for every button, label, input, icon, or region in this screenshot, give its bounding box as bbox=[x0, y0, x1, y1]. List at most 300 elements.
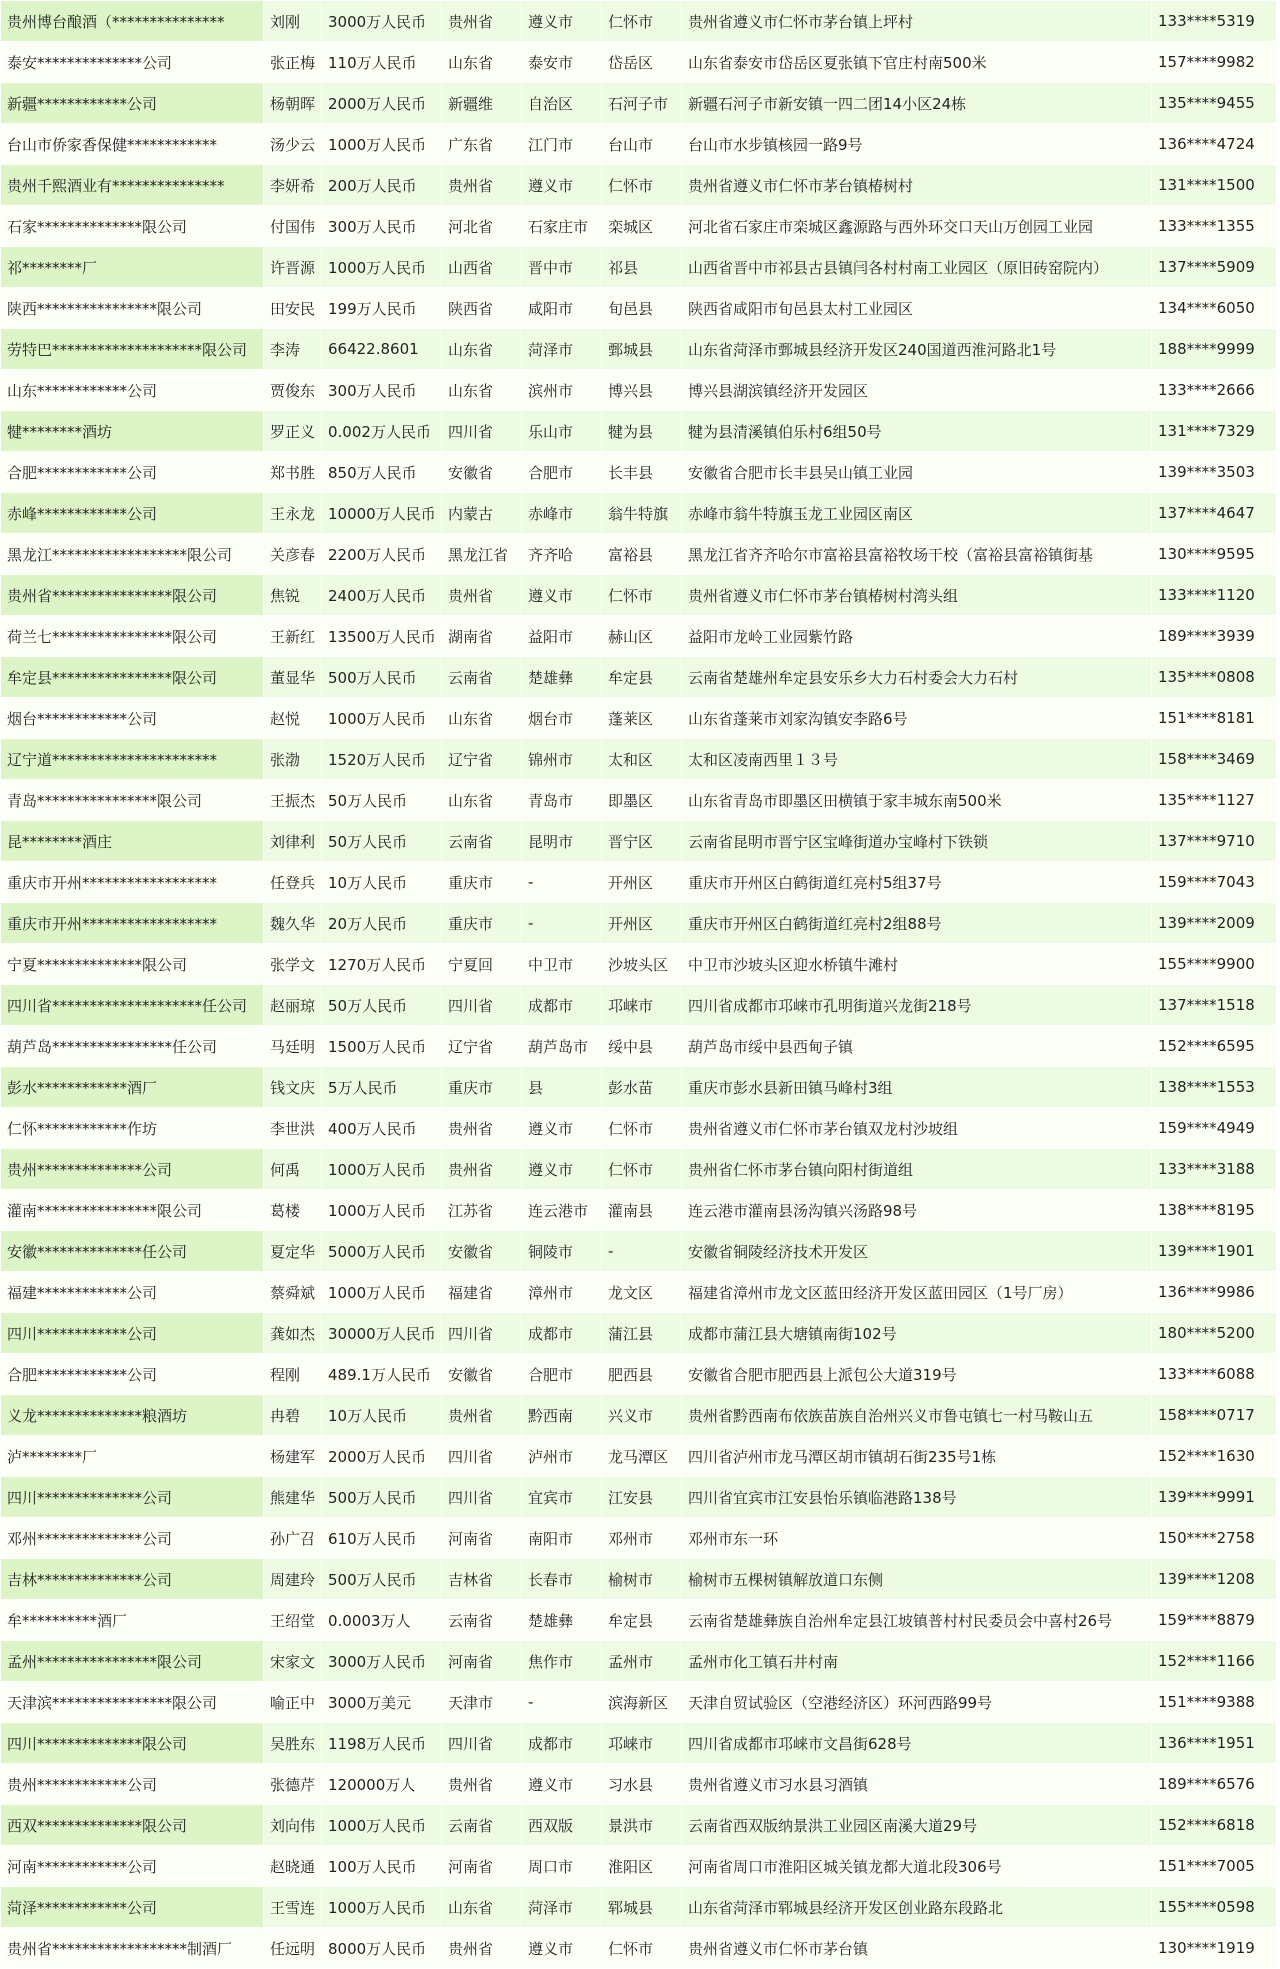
city-cell: 遵义市 bbox=[522, 1, 602, 42]
company-name-cell: 贵州博台酿酒（*************** bbox=[1, 1, 264, 42]
company-name-cell: 河南************公司 bbox=[1, 1846, 264, 1887]
province-cell: 四川省 bbox=[442, 411, 522, 452]
district-cell: 龙文区 bbox=[602, 1272, 682, 1313]
city-cell: 铜陵市 bbox=[522, 1231, 602, 1272]
city-cell: 滨州市 bbox=[522, 370, 602, 411]
province-cell: 四川省 bbox=[442, 1313, 522, 1354]
table-row bbox=[1, 1231, 1277, 1272]
province-cell: 云南省 bbox=[442, 821, 522, 862]
registered-capital-cell: 3000万人民币 bbox=[322, 1641, 442, 1682]
phone-cell: 134****6050 bbox=[1152, 288, 1277, 329]
address-cell: 山东省青岛市即墨区田横镇于家丰城东南500米 bbox=[682, 780, 1152, 821]
address-cell: 益阳市龙岭工业园紫竹路 bbox=[682, 616, 1152, 657]
address-cell: 河南省周口市淮阳区城关镇龙都大道北段306号 bbox=[682, 1846, 1152, 1887]
city-cell: 西双版 bbox=[522, 1805, 602, 1846]
legal-rep-cell: 宋家文 bbox=[264, 1641, 322, 1682]
district-cell: 犍为县 bbox=[602, 411, 682, 452]
legal-rep-cell: 李涛 bbox=[264, 329, 322, 370]
phone-cell: 133****2666 bbox=[1152, 370, 1277, 411]
legal-rep-cell: 郑书胜 bbox=[264, 452, 322, 493]
phone-cell: 150****2758 bbox=[1152, 1518, 1277, 1559]
company-name-cell: 贵州************公司 bbox=[1, 1764, 264, 1805]
table-row bbox=[1, 1846, 1277, 1887]
district-cell: 滨海新区 bbox=[602, 1682, 682, 1723]
phone-cell: 157****9982 bbox=[1152, 42, 1277, 83]
company-name-cell: 陕西****************限公司 bbox=[1, 288, 264, 329]
table-row bbox=[1, 1723, 1277, 1764]
table-row bbox=[1, 329, 1277, 370]
phone-cell: 180****5200 bbox=[1152, 1313, 1277, 1354]
phone-cell: 151****8181 bbox=[1152, 698, 1277, 739]
legal-rep-cell: 关彦春 bbox=[264, 534, 322, 575]
phone-cell: 131****7329 bbox=[1152, 411, 1277, 452]
registered-capital-cell: 120000万人 bbox=[322, 1764, 442, 1805]
registered-capital-cell: 5000万人民币 bbox=[322, 1231, 442, 1272]
province-cell: 山东省 bbox=[442, 329, 522, 370]
address-cell: 天津自贸试验区（空港经济区）环河西路99号 bbox=[682, 1682, 1152, 1723]
address-cell: 贵州省遵义市仁怀市茅台镇双龙村沙坡组 bbox=[682, 1108, 1152, 1149]
province-cell: 福建省 bbox=[442, 1272, 522, 1313]
legal-rep-cell: 张德芹 bbox=[264, 1764, 322, 1805]
district-cell: 仁怀市 bbox=[602, 1, 682, 42]
table-row bbox=[1, 821, 1277, 862]
district-cell: 开州区 bbox=[602, 903, 682, 944]
company-name-cell: 四川************公司 bbox=[1, 1313, 264, 1354]
legal-rep-cell: 钱文庆 bbox=[264, 1067, 322, 1108]
table-row bbox=[1, 1764, 1277, 1805]
address-cell: 中卫市沙坡头区迎水桥镇牛滩村 bbox=[682, 944, 1152, 985]
phone-cell: 135****0808 bbox=[1152, 657, 1277, 698]
address-cell: 四川省泸州市龙马潭区胡市镇胡石街235号1栋 bbox=[682, 1436, 1152, 1477]
phone-cell: 133****6088 bbox=[1152, 1354, 1277, 1395]
province-cell: 辽宁省 bbox=[442, 1026, 522, 1067]
district-cell: 景洪市 bbox=[602, 1805, 682, 1846]
city-cell: 连云港市 bbox=[522, 1190, 602, 1231]
district-cell: 仁怀市 bbox=[602, 1108, 682, 1149]
city-cell: 中卫市 bbox=[522, 944, 602, 985]
registered-capital-cell: 50万人民币 bbox=[322, 821, 442, 862]
phone-cell: 133****5319 bbox=[1152, 1, 1277, 42]
district-cell: 绥中县 bbox=[602, 1026, 682, 1067]
registered-capital-cell: 50万人民币 bbox=[322, 780, 442, 821]
table-row bbox=[1, 1067, 1277, 1108]
district-cell: 即墨区 bbox=[602, 780, 682, 821]
registered-capital-cell: 850万人民币 bbox=[322, 452, 442, 493]
phone-cell: 158****0717 bbox=[1152, 1395, 1277, 1436]
table-row bbox=[1, 288, 1277, 329]
address-cell: 云南省楚雄彝族自治州牟定县江坡镇普村村民委员会中喜村26号 bbox=[682, 1600, 1152, 1641]
phone-cell: 131****1500 bbox=[1152, 165, 1277, 206]
city-cell: 晋中市 bbox=[522, 247, 602, 288]
phone-cell: 152****1630 bbox=[1152, 1436, 1277, 1477]
city-cell: 楚雄彝 bbox=[522, 1600, 602, 1641]
province-cell: 河北省 bbox=[442, 206, 522, 247]
table-row bbox=[1, 206, 1277, 247]
province-cell: 云南省 bbox=[442, 1805, 522, 1846]
district-cell: 榆树市 bbox=[602, 1559, 682, 1600]
company-name-cell: 四川省********************任公司 bbox=[1, 985, 264, 1026]
table-row bbox=[1, 739, 1277, 780]
company-name-cell: 仁怀************作坊 bbox=[1, 1108, 264, 1149]
registered-capital-cell: 300万人民币 bbox=[322, 370, 442, 411]
city-cell: 遵义市 bbox=[522, 165, 602, 206]
province-cell: 四川省 bbox=[442, 1477, 522, 1518]
city-cell: 烟台市 bbox=[522, 698, 602, 739]
phone-cell: 151****7005 bbox=[1152, 1846, 1277, 1887]
province-cell: 四川省 bbox=[442, 985, 522, 1026]
address-cell: 山东省菏泽市郓城县经济开发区创业路东段路北 bbox=[682, 1887, 1152, 1928]
address-cell: 云南省昆明市晋宁区宝峰街道办宝峰村下铁锁 bbox=[682, 821, 1152, 862]
registered-capital-cell: 30000万人民币 bbox=[322, 1313, 442, 1354]
phone-cell: 152****6818 bbox=[1152, 1805, 1277, 1846]
province-cell: 河南省 bbox=[442, 1518, 522, 1559]
phone-cell: 137****4647 bbox=[1152, 493, 1277, 534]
company-name-cell: 菏泽************公司 bbox=[1, 1887, 264, 1928]
registered-capital-cell: 500万人民币 bbox=[322, 1477, 442, 1518]
table-row bbox=[1, 1108, 1277, 1149]
registered-capital-cell: 1000万人民币 bbox=[322, 124, 442, 165]
district-cell: 富裕县 bbox=[602, 534, 682, 575]
address-cell: 贵州省仁怀市茅台镇向阳村街道组 bbox=[682, 1149, 1152, 1190]
registered-capital-cell: 50万人民币 bbox=[322, 985, 442, 1026]
city-cell: 遵义市 bbox=[522, 1764, 602, 1805]
address-cell: 台山市水步镇核园一路9号 bbox=[682, 124, 1152, 165]
address-cell: 重庆市开州区白鹤街道红亮村2组88号 bbox=[682, 903, 1152, 944]
table-row bbox=[1, 124, 1277, 165]
legal-rep-cell: 王绍堂 bbox=[264, 1600, 322, 1641]
phone-cell: 137****1518 bbox=[1152, 985, 1277, 1026]
address-cell: 孟州市化工镇石井村南 bbox=[682, 1641, 1152, 1682]
company-name-cell: 石家**************限公司 bbox=[1, 206, 264, 247]
table-row bbox=[1, 1887, 1277, 1928]
table-row bbox=[1, 1477, 1277, 1518]
registered-capital-cell: 1000万人民币 bbox=[322, 1805, 442, 1846]
district-cell: 博兴县 bbox=[602, 370, 682, 411]
legal-rep-cell: 王永龙 bbox=[264, 493, 322, 534]
district-cell: 邓州市 bbox=[602, 1518, 682, 1559]
city-cell: 黔西南 bbox=[522, 1395, 602, 1436]
city-cell: 泸州市 bbox=[522, 1436, 602, 1477]
province-cell: 内蒙古 bbox=[442, 493, 522, 534]
city-cell: 漳州市 bbox=[522, 1272, 602, 1313]
legal-rep-cell: 葛楼 bbox=[264, 1190, 322, 1231]
city-cell: 楚雄彝 bbox=[522, 657, 602, 698]
phone-cell: 133****1120 bbox=[1152, 575, 1277, 616]
address-cell: 福建省漳州市龙文区蓝田经济开发区蓝田园区（1号厂房） bbox=[682, 1272, 1152, 1313]
legal-rep-cell: 罗正义 bbox=[264, 411, 322, 452]
address-cell: 犍为县清溪镇伯乐村6组50号 bbox=[682, 411, 1152, 452]
legal-rep-cell: 熊建华 bbox=[264, 1477, 322, 1518]
legal-rep-cell: 赵丽琼 bbox=[264, 985, 322, 1026]
province-cell: 山东省 bbox=[442, 42, 522, 83]
city-cell: 宜宾市 bbox=[522, 1477, 602, 1518]
legal-rep-cell: 马廷明 bbox=[264, 1026, 322, 1067]
address-cell: 安徽省合肥市长丰县吴山镇工业园 bbox=[682, 452, 1152, 493]
address-cell: 四川省成都市邛崃市孔明街道兴龙街218号 bbox=[682, 985, 1152, 1026]
registered-capital-cell: 1198万人民币 bbox=[322, 1723, 442, 1764]
phone-cell: 133****3188 bbox=[1152, 1149, 1277, 1190]
legal-rep-cell: 张渤 bbox=[264, 739, 322, 780]
table-row bbox=[1, 1805, 1277, 1846]
legal-rep-cell: 吴胜东 bbox=[264, 1723, 322, 1764]
district-cell: 仁怀市 bbox=[602, 165, 682, 206]
registered-capital-cell: 8000万人民币 bbox=[322, 1928, 442, 1969]
address-cell: 邓州市东一环 bbox=[682, 1518, 1152, 1559]
province-cell: 新疆维 bbox=[442, 83, 522, 124]
legal-rep-cell: 许晋源 bbox=[264, 247, 322, 288]
table-row bbox=[1, 1395, 1277, 1436]
address-cell: 葫芦岛市绥中县西甸子镇 bbox=[682, 1026, 1152, 1067]
city-cell: 周口市 bbox=[522, 1846, 602, 1887]
city-cell: 遵义市 bbox=[522, 1108, 602, 1149]
address-cell: 太和区凌南西里１３号 bbox=[682, 739, 1152, 780]
table-row bbox=[1, 985, 1277, 1026]
province-cell: 贵州省 bbox=[442, 575, 522, 616]
address-cell: 重庆市彭水县新田镇马峰村3组 bbox=[682, 1067, 1152, 1108]
company-name-cell: 牟**********酒厂 bbox=[1, 1600, 264, 1641]
registered-capital-cell: 20万人民币 bbox=[322, 903, 442, 944]
legal-rep-cell: 汤少云 bbox=[264, 124, 322, 165]
province-cell: 安徽省 bbox=[442, 1231, 522, 1272]
company-name-cell: 贵州省****************限公司 bbox=[1, 575, 264, 616]
registered-capital-cell: 610万人民币 bbox=[322, 1518, 442, 1559]
phone-cell: 130****9595 bbox=[1152, 534, 1277, 575]
company-name-cell: 烟台************公司 bbox=[1, 698, 264, 739]
phone-cell: 155****9900 bbox=[1152, 944, 1277, 985]
city-cell: 益阳市 bbox=[522, 616, 602, 657]
registered-capital-cell: 1520万人民币 bbox=[322, 739, 442, 780]
address-cell: 陕西省咸阳市旬邑县太村工业园区 bbox=[682, 288, 1152, 329]
registered-capital-cell: 200万人民币 bbox=[322, 165, 442, 206]
province-cell: 陕西省 bbox=[442, 288, 522, 329]
district-cell: 仁怀市 bbox=[602, 575, 682, 616]
registered-capital-cell: 10000万人民币 bbox=[322, 493, 442, 534]
address-cell: 云南省西双版纳景洪工业园区南溪大道29号 bbox=[682, 1805, 1152, 1846]
city-cell: 石家庄市 bbox=[522, 206, 602, 247]
legal-rep-cell: 贾俊东 bbox=[264, 370, 322, 411]
legal-rep-cell: 魏久华 bbox=[264, 903, 322, 944]
address-cell: 贵州省黔西南布依族苗族自治州兴义市鲁屯镇七一村马鞍山五 bbox=[682, 1395, 1152, 1436]
phone-cell: 139****1208 bbox=[1152, 1559, 1277, 1600]
district-cell: 旬邑县 bbox=[602, 288, 682, 329]
company-name-cell: 彭水************酒厂 bbox=[1, 1067, 264, 1108]
province-cell: 重庆市 bbox=[442, 862, 522, 903]
province-cell: 河南省 bbox=[442, 1846, 522, 1887]
registered-capital-cell: 0.0003万人 bbox=[322, 1600, 442, 1641]
table-row bbox=[1, 1354, 1277, 1395]
city-cell: 南阳市 bbox=[522, 1518, 602, 1559]
city-cell: 遵义市 bbox=[522, 575, 602, 616]
legal-rep-cell: 刘向伟 bbox=[264, 1805, 322, 1846]
table-row bbox=[1, 42, 1277, 83]
registered-capital-cell: 1000万人民币 bbox=[322, 1887, 442, 1928]
registered-capital-cell: 199万人民币 bbox=[322, 288, 442, 329]
address-cell: 榆树市五棵树镇解放道口东侧 bbox=[682, 1559, 1152, 1600]
company-name-cell: 泰安**************公司 bbox=[1, 42, 264, 83]
legal-rep-cell: 刘刚 bbox=[264, 1, 322, 42]
province-cell: 四川省 bbox=[442, 1723, 522, 1764]
district-cell: 蒲江县 bbox=[602, 1313, 682, 1354]
table-row bbox=[1, 616, 1277, 657]
registered-capital-cell: 10万人民币 bbox=[322, 862, 442, 903]
table-row bbox=[1, 1149, 1277, 1190]
city-cell: - bbox=[522, 1682, 602, 1723]
company-name-cell: 荷兰七****************限公司 bbox=[1, 616, 264, 657]
registered-capital-cell: 1000万人民币 bbox=[322, 698, 442, 739]
legal-rep-cell: 孙广召 bbox=[264, 1518, 322, 1559]
city-cell: 乐山市 bbox=[522, 411, 602, 452]
city-cell: 泰安市 bbox=[522, 42, 602, 83]
company-name-cell: 四川**************公司 bbox=[1, 1477, 264, 1518]
company-name-cell: 重庆市开州****************** bbox=[1, 903, 264, 944]
registered-capital-cell: 1500万人民币 bbox=[322, 1026, 442, 1067]
city-cell: 赤峰市 bbox=[522, 493, 602, 534]
phone-cell: 139****3503 bbox=[1152, 452, 1277, 493]
district-cell: 蓬莱区 bbox=[602, 698, 682, 739]
company-name-cell: 牟定县****************限公司 bbox=[1, 657, 264, 698]
district-cell: 郓城县 bbox=[602, 1887, 682, 1928]
company-name-cell: 葫芦岛****************任公司 bbox=[1, 1026, 264, 1067]
address-cell: 安徽省合肥市肥西县上派包公大道319号 bbox=[682, 1354, 1152, 1395]
address-cell: 云南省楚雄州牟定县安乐乡大力石村委会大力石村 bbox=[682, 657, 1152, 698]
table-row bbox=[1, 83, 1277, 124]
province-cell: 贵州省 bbox=[442, 1, 522, 42]
legal-rep-cell: 李妍希 bbox=[264, 165, 322, 206]
district-cell: 牟定县 bbox=[602, 1600, 682, 1641]
registered-capital-cell: 100万人民币 bbox=[322, 1846, 442, 1887]
legal-rep-cell: 周建玲 bbox=[264, 1559, 322, 1600]
address-cell: 贵州省遵义市仁怀市茅台镇椿树村 bbox=[682, 165, 1152, 206]
address-cell: 贵州省遵义市仁怀市茅台镇上坪村 bbox=[682, 1, 1152, 42]
district-cell: 淮阳区 bbox=[602, 1846, 682, 1887]
registered-capital-cell: 66422.8601 bbox=[322, 329, 442, 370]
table-row bbox=[1, 944, 1277, 985]
company-name-cell: 四川**************限公司 bbox=[1, 1723, 264, 1764]
district-cell: 兴义市 bbox=[602, 1395, 682, 1436]
address-cell: 贵州省遵义市仁怀市茅台镇 bbox=[682, 1928, 1152, 1969]
district-cell: 邛崃市 bbox=[602, 985, 682, 1026]
registered-capital-cell: 2200万人民币 bbox=[322, 534, 442, 575]
legal-rep-cell: 夏定华 bbox=[264, 1231, 322, 1272]
company-name-cell: 合肥************公司 bbox=[1, 1354, 264, 1395]
phone-cell: 139****9991 bbox=[1152, 1477, 1277, 1518]
district-cell: 灌南县 bbox=[602, 1190, 682, 1231]
province-cell: 贵州省 bbox=[442, 1764, 522, 1805]
table-row bbox=[1, 411, 1277, 452]
table-row bbox=[1, 1190, 1277, 1231]
city-cell: 自治区 bbox=[522, 83, 602, 124]
phone-cell: 151****9388 bbox=[1152, 1682, 1277, 1723]
registered-capital-cell: 10万人民币 bbox=[322, 1395, 442, 1436]
address-cell: 黑龙江省齐齐哈尔市富裕县富裕牧场干校（富裕县富裕镇街基 bbox=[682, 534, 1152, 575]
table-row bbox=[1, 493, 1277, 534]
registered-capital-cell: 1000万人民币 bbox=[322, 1190, 442, 1231]
city-cell: 合肥市 bbox=[522, 1354, 602, 1395]
city-cell: 江门市 bbox=[522, 124, 602, 165]
registered-capital-cell: 400万人民币 bbox=[322, 1108, 442, 1149]
registered-capital-cell: 110万人民币 bbox=[322, 42, 442, 83]
company-name-cell: 劳特巴********************限公司 bbox=[1, 329, 264, 370]
province-cell: 天津市 bbox=[442, 1682, 522, 1723]
province-cell: 贵州省 bbox=[442, 1928, 522, 1969]
company-name-cell: 西双**************限公司 bbox=[1, 1805, 264, 1846]
table-row bbox=[1, 1641, 1277, 1682]
company-name-cell: 犍********酒坊 bbox=[1, 411, 264, 452]
legal-rep-cell: 张正梅 bbox=[264, 42, 322, 83]
address-cell: 新疆石河子市新安镇一四二团14小区24栋 bbox=[682, 83, 1152, 124]
province-cell: 吉林省 bbox=[442, 1559, 522, 1600]
company-name-cell: 安徽**************任公司 bbox=[1, 1231, 264, 1272]
registered-capital-cell: 13500万人民币 bbox=[322, 616, 442, 657]
phone-cell: 189****3939 bbox=[1152, 616, 1277, 657]
district-cell: 鄄城县 bbox=[602, 329, 682, 370]
phone-cell: 136****1951 bbox=[1152, 1723, 1277, 1764]
city-cell: 锦州市 bbox=[522, 739, 602, 780]
district-cell: 肥西县 bbox=[602, 1354, 682, 1395]
table-row bbox=[1, 657, 1277, 698]
company-name-cell: 昆********酒庄 bbox=[1, 821, 264, 862]
phone-cell: 130****1919 bbox=[1152, 1928, 1277, 1969]
city-cell: 合肥市 bbox=[522, 452, 602, 493]
table-row bbox=[1, 1026, 1277, 1067]
city-cell: 咸阳市 bbox=[522, 288, 602, 329]
table-row bbox=[1, 1518, 1277, 1559]
company-name-cell: 泸********厂 bbox=[1, 1436, 264, 1477]
city-cell: 葫芦岛市 bbox=[522, 1026, 602, 1067]
registered-capital-cell: 300万人民币 bbox=[322, 206, 442, 247]
address-cell: 安徽省铜陵经济技术开发区 bbox=[682, 1231, 1152, 1272]
company-name-cell: 新疆************公司 bbox=[1, 83, 264, 124]
district-cell: 石河子市 bbox=[602, 83, 682, 124]
address-cell: 贵州省遵义市仁怀市茅台镇椿树村湾头组 bbox=[682, 575, 1152, 616]
phone-cell: 139****2009 bbox=[1152, 903, 1277, 944]
legal-rep-cell: 杨朝晖 bbox=[264, 83, 322, 124]
city-cell: - bbox=[522, 862, 602, 903]
table-row bbox=[1, 370, 1277, 411]
company-name-cell: 台山市侨家香保健************ bbox=[1, 124, 264, 165]
address-cell: 博兴县湖滨镇经济开发园区 bbox=[682, 370, 1152, 411]
company-name-cell: 贵州千熙酒业有*************** bbox=[1, 165, 264, 206]
district-cell: 孟州市 bbox=[602, 1641, 682, 1682]
city-cell: 长春市 bbox=[522, 1559, 602, 1600]
phone-cell: 137****9710 bbox=[1152, 821, 1277, 862]
province-cell: 安徽省 bbox=[442, 452, 522, 493]
address-cell: 四川省成都市邛崃市文昌街628号 bbox=[682, 1723, 1152, 1764]
phone-cell: 136****9986 bbox=[1152, 1272, 1277, 1313]
registered-capital-cell: 1270万人民币 bbox=[322, 944, 442, 985]
legal-rep-cell: 程刚 bbox=[264, 1354, 322, 1395]
legal-rep-cell: 赵晓通 bbox=[264, 1846, 322, 1887]
address-cell: 四川省宜宾市江安县怡乐镇临港路138号 bbox=[682, 1477, 1152, 1518]
city-cell: 成都市 bbox=[522, 985, 602, 1026]
registered-capital-cell: 2400万人民币 bbox=[322, 575, 442, 616]
address-cell: 成都市蒲江县大塘镇南街102号 bbox=[682, 1313, 1152, 1354]
registered-capital-cell: 1000万人民币 bbox=[322, 1149, 442, 1190]
table-row bbox=[1, 862, 1277, 903]
province-cell: 贵州省 bbox=[442, 165, 522, 206]
district-cell: 太和区 bbox=[602, 739, 682, 780]
legal-rep-cell: 张学文 bbox=[264, 944, 322, 985]
company-name-cell: 赤峰************公司 bbox=[1, 493, 264, 534]
province-cell: 贵州省 bbox=[442, 1108, 522, 1149]
province-cell: 山东省 bbox=[442, 370, 522, 411]
company-table-body bbox=[1, 1, 1277, 1969]
province-cell: 辽宁省 bbox=[442, 739, 522, 780]
legal-rep-cell: 付国伟 bbox=[264, 206, 322, 247]
registered-capital-cell: 3000万美元 bbox=[322, 1682, 442, 1723]
table-row bbox=[1, 575, 1277, 616]
phone-cell: 155****0598 bbox=[1152, 1887, 1277, 1928]
